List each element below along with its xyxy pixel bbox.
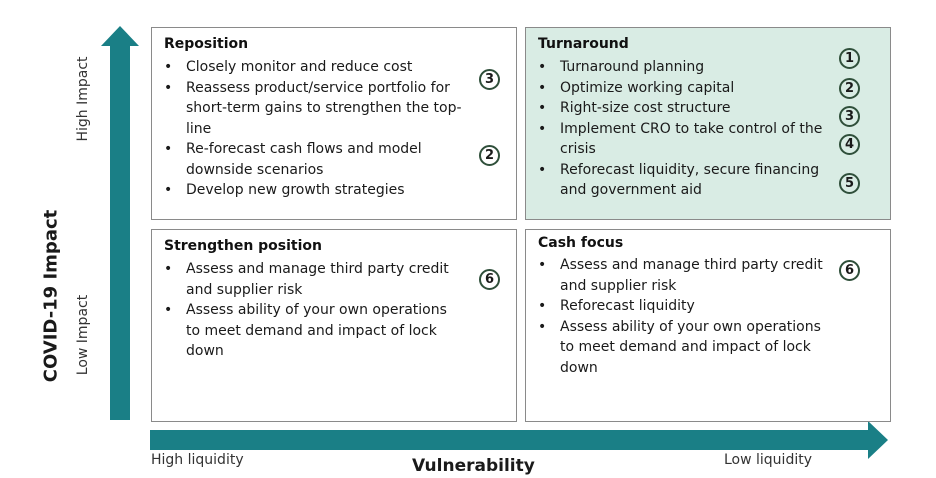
- quadrant-list: [162, 259, 451, 362]
- list-item: • Right-size cost structure: [536, 98, 830, 119]
- number-badge: 1: [839, 48, 860, 69]
- quadrant-title: Reposition: [164, 36, 249, 52]
- quadrant-title: Strengthen position: [164, 238, 323, 254]
- list-item: • Re-forecast cash flows and model downside scenarios: [162, 139, 486, 180]
- quadrant-turnaround: [525, 27, 891, 220]
- number-badge: 3: [839, 106, 860, 127]
- quadrant-cash-focus: [525, 229, 891, 422]
- list-item: • Reassess product/service portfolio for short-term gains to strengthen the top-line: [162, 78, 486, 140]
- list-item: • Turnaround planning: [536, 57, 830, 78]
- list-item: • Closely monitor and reduce cost: [162, 57, 486, 78]
- y-axis-arrow: [101, 26, 139, 420]
- list-item: • Reforecast liquidity: [536, 296, 830, 317]
- number-badge: 2: [479, 145, 500, 166]
- x-axis-right-label: Low liquidity: [724, 452, 812, 468]
- list-item: • Assess and manage third party credit and supplier risk: [536, 255, 830, 296]
- quadrant-list: [536, 255, 830, 378]
- number-badge: 3: [479, 69, 500, 90]
- y-axis-high-label: [72, 44, 94, 154]
- quadrant-title: Turnaround: [538, 36, 629, 52]
- list-item: • Reforecast liquidity, secure financing and government aid: [536, 160, 830, 201]
- number-badge: 4: [839, 134, 860, 155]
- x-axis-left-label: High liquidity: [151, 452, 244, 468]
- list-item: • Assess ability of your own operations to meet demand and impact of lock down: [162, 300, 451, 362]
- list-item: • Implement CRO to take control of the crisis: [536, 119, 830, 160]
- number-badge: 2: [839, 78, 860, 99]
- y-axis-high-text: High Impact: [75, 56, 91, 142]
- quadrant-reposition: [151, 27, 517, 220]
- list-item: • Develop new growth strategies: [162, 180, 486, 201]
- quadrant-title: Cash focus: [538, 235, 624, 251]
- quadrant-strengthen-position: [151, 229, 517, 422]
- y-axis-title-text: COVID-19 Impact: [40, 209, 62, 383]
- list-item: • Optimize working capital: [536, 78, 830, 99]
- y-axis-low-text: Low Impact: [75, 294, 91, 376]
- y-axis-title: [38, 191, 64, 401]
- quadrant-list: [162, 57, 486, 201]
- number-badge: 5: [839, 173, 860, 194]
- x-axis-title: Vulnerability: [412, 456, 535, 476]
- y-axis-low-label: [72, 280, 94, 390]
- quadrant-list: [536, 57, 830, 201]
- list-item: • Assess and manage third party credit and supplier risk: [162, 259, 451, 300]
- number-badge: 6: [479, 269, 500, 290]
- number-badge: 6: [839, 260, 860, 281]
- list-item: • Assess ability of your own operations to meet demand and impact of lock down: [536, 317, 830, 379]
